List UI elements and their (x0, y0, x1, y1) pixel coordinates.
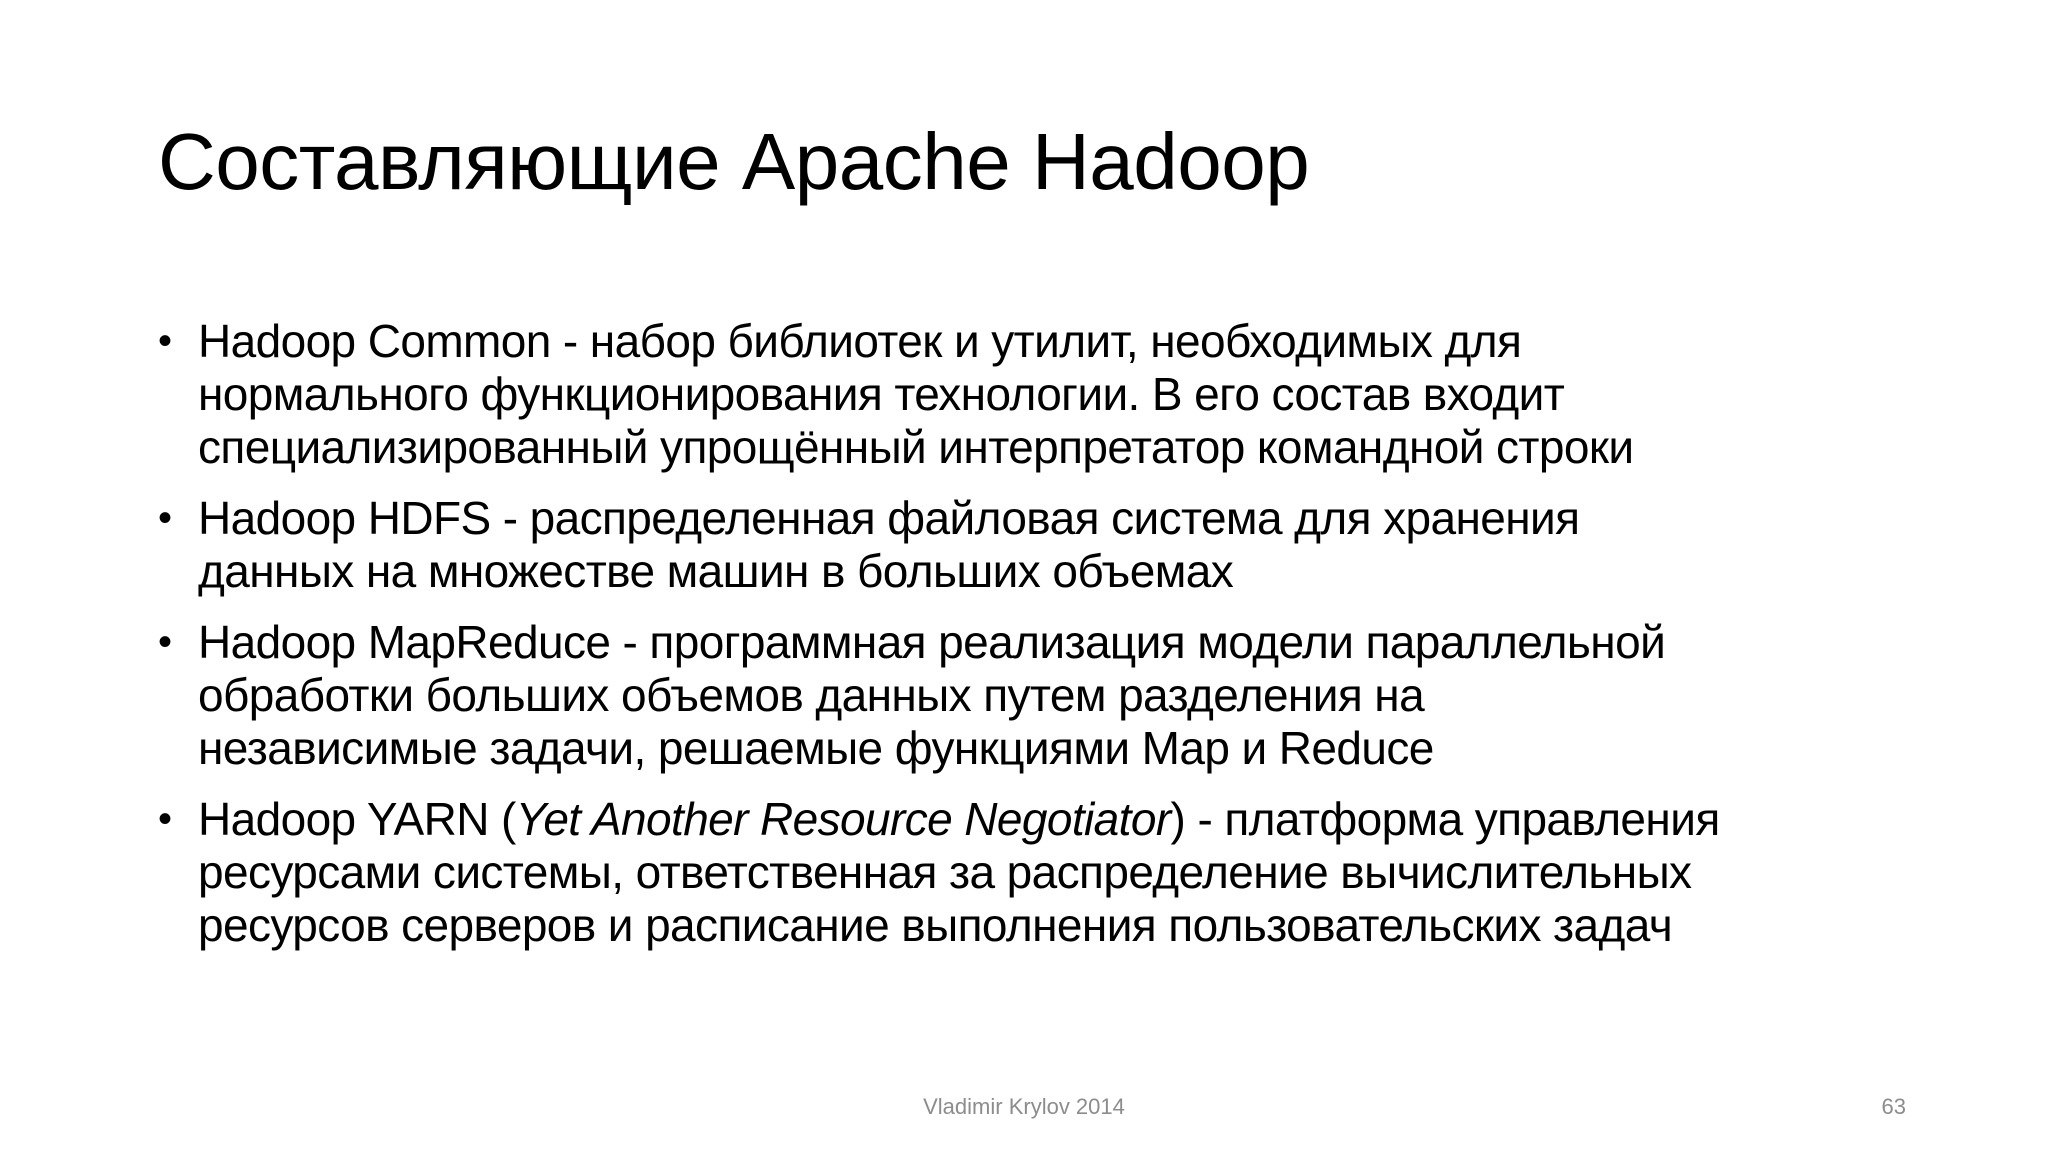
slide-title: Составляющие Apache Hadoop (158, 117, 1310, 206)
bullet-line-italic-term: Yet Another Resource Negotiator (515, 793, 1171, 845)
bullet-icon: • (158, 797, 172, 841)
bullet-item-hadoop-yarn (158, 793, 1918, 952)
bullet-line: обработки больших объемов данных путем разделения на (198, 669, 1425, 721)
bullet-item-hadoop-hdfs (158, 492, 1918, 598)
bullet-icon: • (158, 319, 172, 363)
bullet-line-suffix: ) - платформа управления (1170, 793, 1720, 845)
bullet-line: независимые задачи, решаемые функциями Map и Reduce (198, 722, 1434, 774)
bullet-list (158, 315, 1918, 970)
footer-author: Vladimir Krylov 2014 (923, 1094, 1125, 1119)
bullet-icon: • (158, 496, 172, 540)
bullet-line: Hadoop HDFS - распределенная файловая система для хранения (198, 492, 1580, 544)
bullet-line: специализированный упрощённый интерпретатор командной строки (198, 421, 1634, 473)
bullet-item-hadoop-common (158, 315, 1918, 474)
page-number: 63 (1881, 1094, 1906, 1119)
bullet-line-prefix: Hadoop YARN ( (198, 793, 516, 845)
bullet-line-first (198, 793, 1918, 846)
bullet-line: данных на множестве машин в больших объемах (198, 545, 1234, 597)
bullet-line: ресурсами системы, ответственная за распределение вычислительных (198, 846, 1692, 898)
bullet-line: Hadoop Common - набор библиотек и утилит, необходимых для (198, 315, 1522, 367)
bullet-line: Hadoop MapReduce - программная реализация модели параллельной (198, 616, 1666, 668)
bullet-icon: • (158, 620, 172, 664)
bullet-item-hadoop-mapreduce (158, 616, 1918, 775)
bullet-line: нормального функционирования технологии. В его состав входит (198, 368, 1565, 420)
bullet-line: ресурсов серверов и расписание выполнения пользовательских задач (198, 899, 1673, 951)
